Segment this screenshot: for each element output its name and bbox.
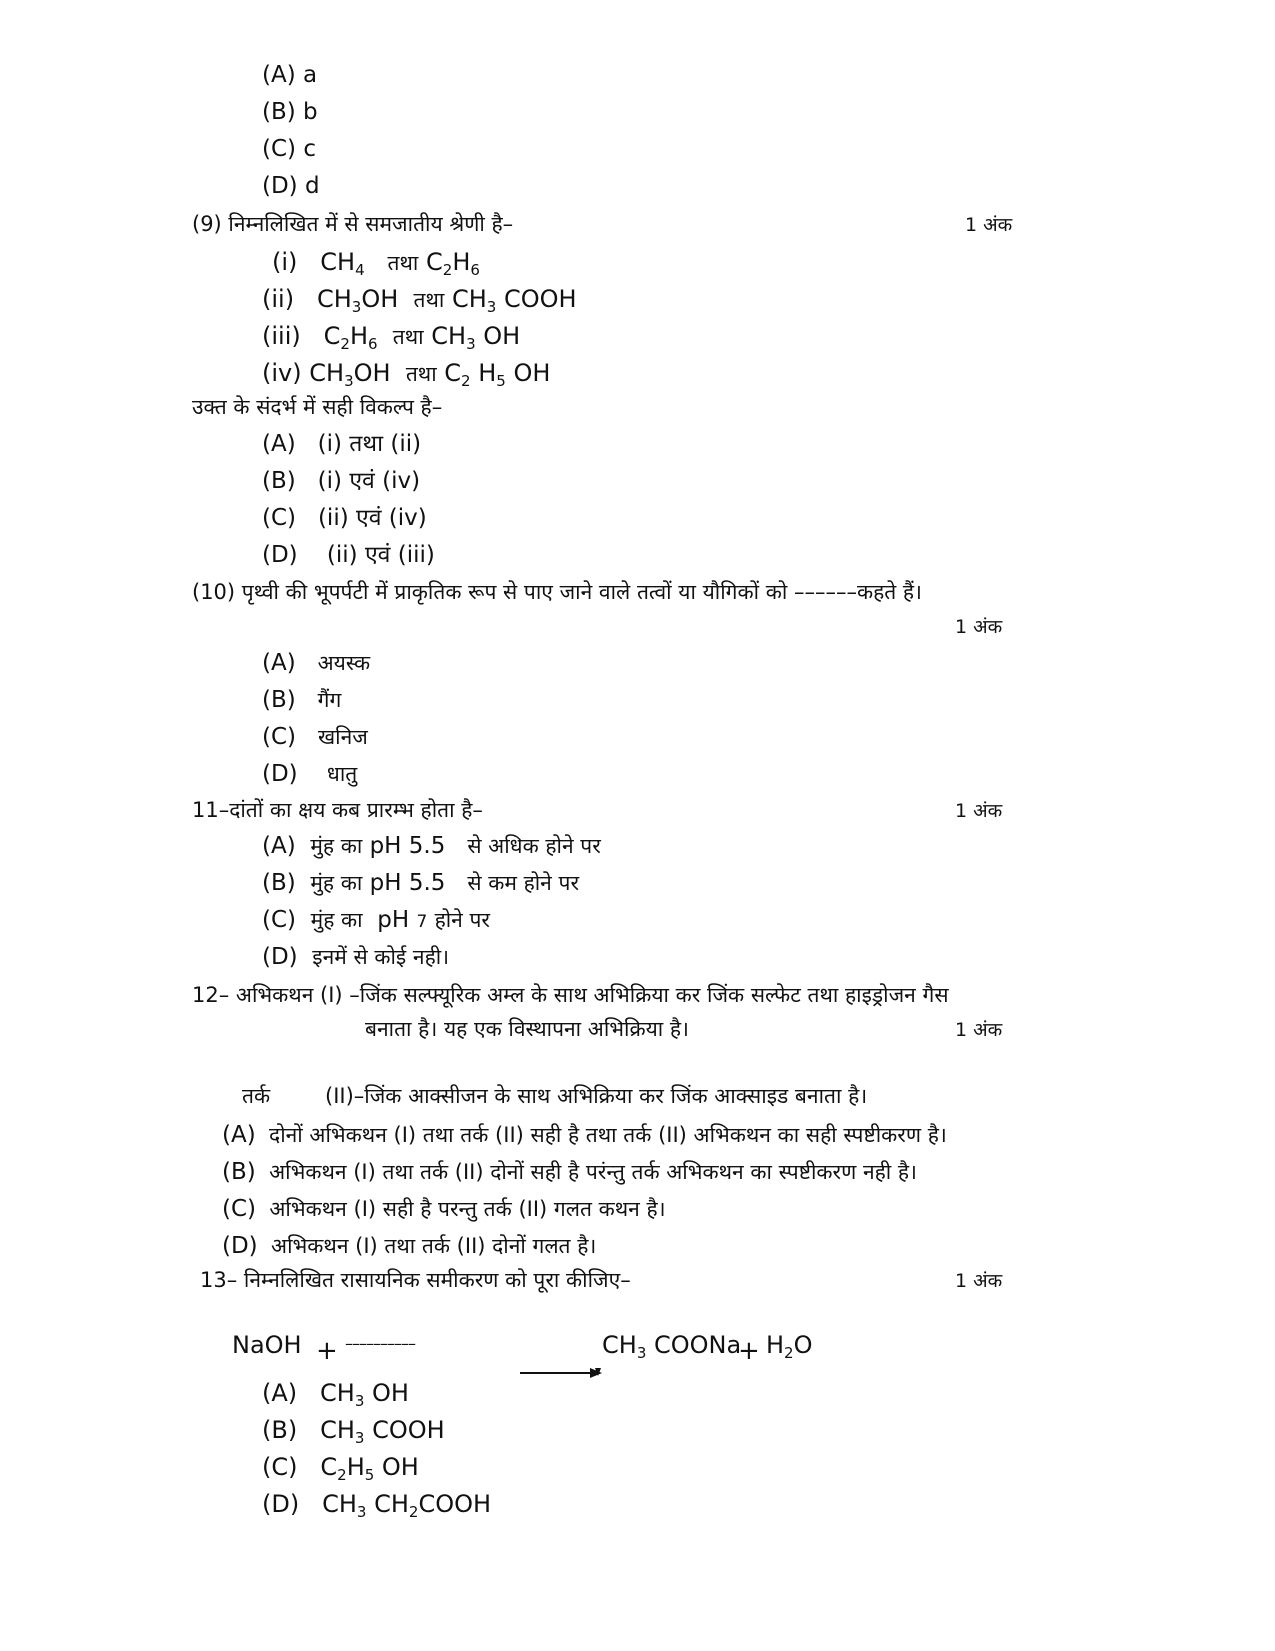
q9-marks: 1 अंक	[965, 214, 1013, 236]
q9-option-c: (C) (ii) एवं (iv)	[262, 505, 427, 531]
q9-item-ii: (ii) $CH_3OH$ तथा $CH_3$ COOH	[262, 285, 577, 316]
q10-question: (10) पृथ्वी की भूपर्पटी में प्राकृतिक रूप से पाए जाने वाले तत्वों या यौगिकों को ––––––कहते हैं।	[192, 580, 922, 604]
q9-option-d: (D) (ii) एवं (iii)	[262, 542, 435, 568]
q12-option-b: (B) अभिकथन (I) तथा तर्क (II) दोनों सही है परंन्तु तर्क अभिकथन का स्पष्टीकरण नही है।	[222, 1159, 918, 1185]
equation-plus-1: +	[316, 1336, 338, 1366]
q13-option-a: (A) $CH_3$ OH	[262, 1379, 409, 1410]
q9-item-iv: (iv) $CH_3OH$ तथा $C_2$ $H_5$ OH	[262, 359, 551, 390]
q10-option-a: (A) अयस्क	[262, 650, 371, 676]
q12-reason-label: तर्क	[242, 1084, 271, 1108]
q12-reason-text: (II)–जिंक आक्सीजन के साथ अभिक्रिया कर जिंक आक्साइड बनाता है।	[325, 1084, 868, 1108]
q9-option-a: (A) (i) तथा (ii)	[262, 431, 422, 457]
equation-product-2: $H_2O$	[766, 1331, 813, 1362]
q10-marks: 1 अंक	[955, 616, 1003, 638]
q11-option-a: (A) मुंह का pH 5.5 से अधिक होने पर	[262, 833, 601, 859]
carryover-option-c: (C) c	[262, 136, 316, 162]
q11-option-b: (B) मुंह का pH 5.5 से कम होने पर	[262, 870, 580, 896]
q12-assertion-line1: 12– अभिकथन (I) –जिंक सल्फ्यूरिक अम्ल के साथ अभिक्रिया कर जिंक सल्फेट तथा हाइड्रोजन गैस	[192, 983, 949, 1007]
q11-marks: 1 अंक	[955, 800, 1003, 822]
q9-option-b: (B) (i) एवं (iv)	[262, 468, 421, 494]
q10-option-c: (C) खनिज	[262, 724, 368, 750]
q13-option-c: (C) $C_2H_5$ OH	[262, 1453, 419, 1484]
q9-prompt: उक्त के संदर्भ में सही विकल्प है–	[192, 395, 443, 419]
q13-option-b: (B) $CH_3$ COOH	[262, 1416, 445, 1447]
q9-item-iii: (iii) $C_2H_6$ तथा $CH_3$ OH	[262, 322, 521, 353]
carryover-option-d: (D) d	[262, 173, 320, 199]
q13-option-d: (D) $CH_3$ $CH_2COOH$	[262, 1490, 492, 1521]
q12-assertion-line2: बनाता है। यह एक विस्थापना अभिक्रिया है।	[365, 1017, 690, 1041]
q12-marks: 1 अंक	[955, 1019, 1003, 1041]
q9-item-i: (i) $CH_4$ तथा $C_2H_6$	[272, 248, 480, 279]
equation-blank: ––––––––––	[345, 1334, 415, 1353]
equation-reactant: NaOH	[232, 1331, 302, 1359]
q13-marks: 1 अंक	[955, 1270, 1003, 1292]
q9-question: (9) निम्नलिखित में से समजातीय श्रेणी है–	[192, 212, 514, 236]
reaction-arrow-icon	[520, 1366, 602, 1380]
equation-plus-2: +	[738, 1336, 760, 1366]
carryover-option-b: (B) b	[262, 99, 318, 125]
q12-option-d: (D) अभिकथन (I) तथा तर्क (II) दोनों गलत है।	[222, 1233, 597, 1259]
carryover-option-a: (A) a	[262, 62, 318, 88]
q11-option-c: (C) मुंह का pH 7 होने पर	[262, 907, 491, 933]
equation-product-1: $CH_3$ COONa	[602, 1331, 742, 1362]
q11-question: 11–दांतों का क्षय कब प्रारम्भ होता है–	[192, 798, 483, 822]
q12-option-c: (C) अभिकथन (I) सही है परन्तु तर्क (II) गलत कथन है।	[222, 1196, 666, 1222]
q11-option-d: (D) इनमें से कोई नही।	[262, 944, 450, 970]
q10-option-b: (B) गैंग	[262, 687, 342, 713]
q12-option-a: (A) दोनों अभिकथन (I) तथा तर्क (II) सही है तथा तर्क (II) अभिकथन का सही स्पष्टीकरण है।	[222, 1122, 947, 1148]
q13-question: 13– निम्नलिखित रासायनिक समीकरण को पूरा कीजिए–	[200, 1268, 631, 1292]
q10-option-d: (D) धातु	[262, 761, 358, 787]
